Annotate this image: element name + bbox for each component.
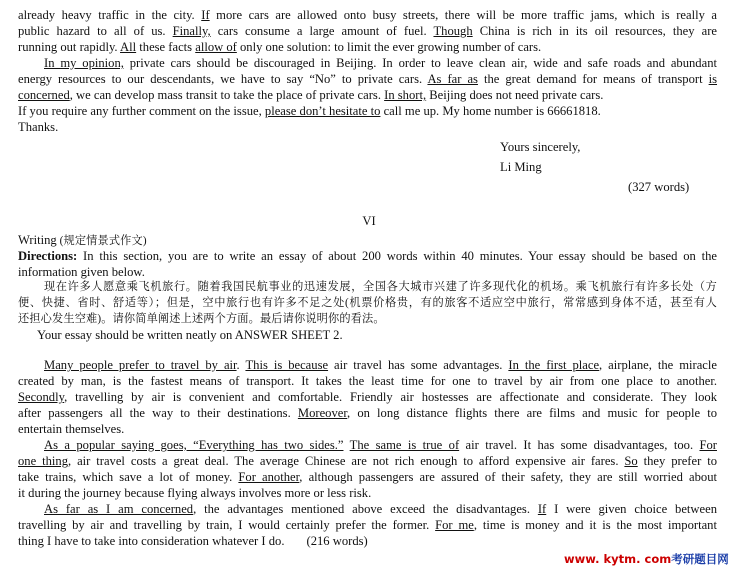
essay-line-3: Secondly, travelling by air is convenient and comfortable. Friendly air hostesses are affectionate and considerate. They look — [18, 390, 717, 404]
essay-line-11: travelling by air and travelling by train, I would certainly prefer the former. For me, time is money and it is the most important — [18, 518, 717, 532]
letter-line-7: If you require any further comment on the issue, please don’t hesitate to call me up. My home number is 66661818. — [18, 104, 601, 118]
site-watermark: www. kytm. com考研题目网 — [564, 552, 729, 566]
letter-line-5: energy resources to our descendants, we have to say “No” to private cars. As far as the great demand for means of transport is — [18, 72, 718, 86]
letter-line-2: public hazard to all of us. Finally, cars consume a large amount of fuel. Though China is rich in its oil resources, they are — [18, 24, 717, 38]
chinese-prompt-line-2: 便、快捷、省时、舒适等）；但是，空中旅行也有许多不足之处(机票价格贵，有的旅客不适应空中旅行，常常感到身体不适，甚至有人 — [18, 297, 717, 309]
letter-line-6: concerned, we can develop mass transit to take the place of private cars. In short, Beijing does not need private cars. — [18, 88, 604, 102]
letter-closing: Yours sincerely, — [500, 140, 581, 154]
essay-line-4: after passengers all the way to their destinations. Moreover, on long distance flights there are films and music for people to — [18, 406, 718, 420]
directions-label: Directions: — [18, 249, 78, 263]
essay-line-12: thing I have to take into consideration whatever I do. (216 words) — [18, 534, 368, 548]
directions-line-1: Directions: In this section, you are to write an essay of about 200 words within 40 minutes. Your essay should be based on the — [18, 249, 717, 263]
directions-line-2: information given below. — [18, 265, 145, 279]
chinese-prompt-line-1: 现在许多人愿意乘飞机旅行。随着我国民航事业的迅速发展，全国各大城市兴建了许多现代化的机场。乘飞机旅行有许多长处（方 — [44, 281, 717, 293]
essay-line-1: Many people prefer to travel by air. This is because air travel has some advantages. In the first place, airplane, the miracle — [44, 358, 717, 372]
letter-line-4: In my opinion, private cars should be discouraged in Beijing. In order to leave clean air, wide and safe roads and abundant — [44, 56, 717, 70]
letter-signature: Li Ming — [500, 160, 542, 174]
essay-line-5: entertain themselves. — [18, 422, 125, 436]
essay-line-9: it during the journey because flying always involves more or less risk. — [18, 486, 372, 500]
essay-line-6: As a popular saying goes, “Everything has two sides.” The same is true of air travel. It has some disadvantages, too. For — [44, 438, 717, 452]
letter-word-count: (327 words) — [628, 180, 690, 194]
chinese-prompt-line-3: 还担心发生空难)。请你简单阐述上述两个方面。最后请你说明你的看法。 — [18, 313, 385, 325]
section-title: Writing (规定情景式作文) — [18, 233, 147, 247]
essay-line-8: take trains, which save a lot of money. For another, although passengers are assured of their safety, they are still worried about — [18, 470, 717, 484]
letter-line-1: already heavy traffic in the city. If more cars are allowed onto busy streets, there will be more traffic jams, which is really a — [18, 8, 717, 22]
answer-sheet-note: Your essay should be written neatly on ANSWER SHEET 2. — [37, 328, 343, 342]
essay-line-10: As far as I am concerned, the advantages mentioned above exceed the disadvantages. If I were given choice between — [44, 502, 718, 516]
essay-line-7: one thing, air travel costs a great deal. The average Chinese are not rich enough to afford expensive air fares. So they prefer to — [18, 454, 717, 468]
letter-line-8: Thanks. — [18, 120, 59, 134]
essay-line-2: created by man, is the fastest means of transport. It takes the least time for one to travel by air from one place to another. — [18, 374, 717, 388]
essay-word-count: (216 words) — [306, 534, 368, 548]
letter-line-3: running out rapidly. All these facts allow of only one solution: to limit the ever growing number of cars. — [18, 40, 542, 54]
section-number: VI — [362, 214, 376, 228]
